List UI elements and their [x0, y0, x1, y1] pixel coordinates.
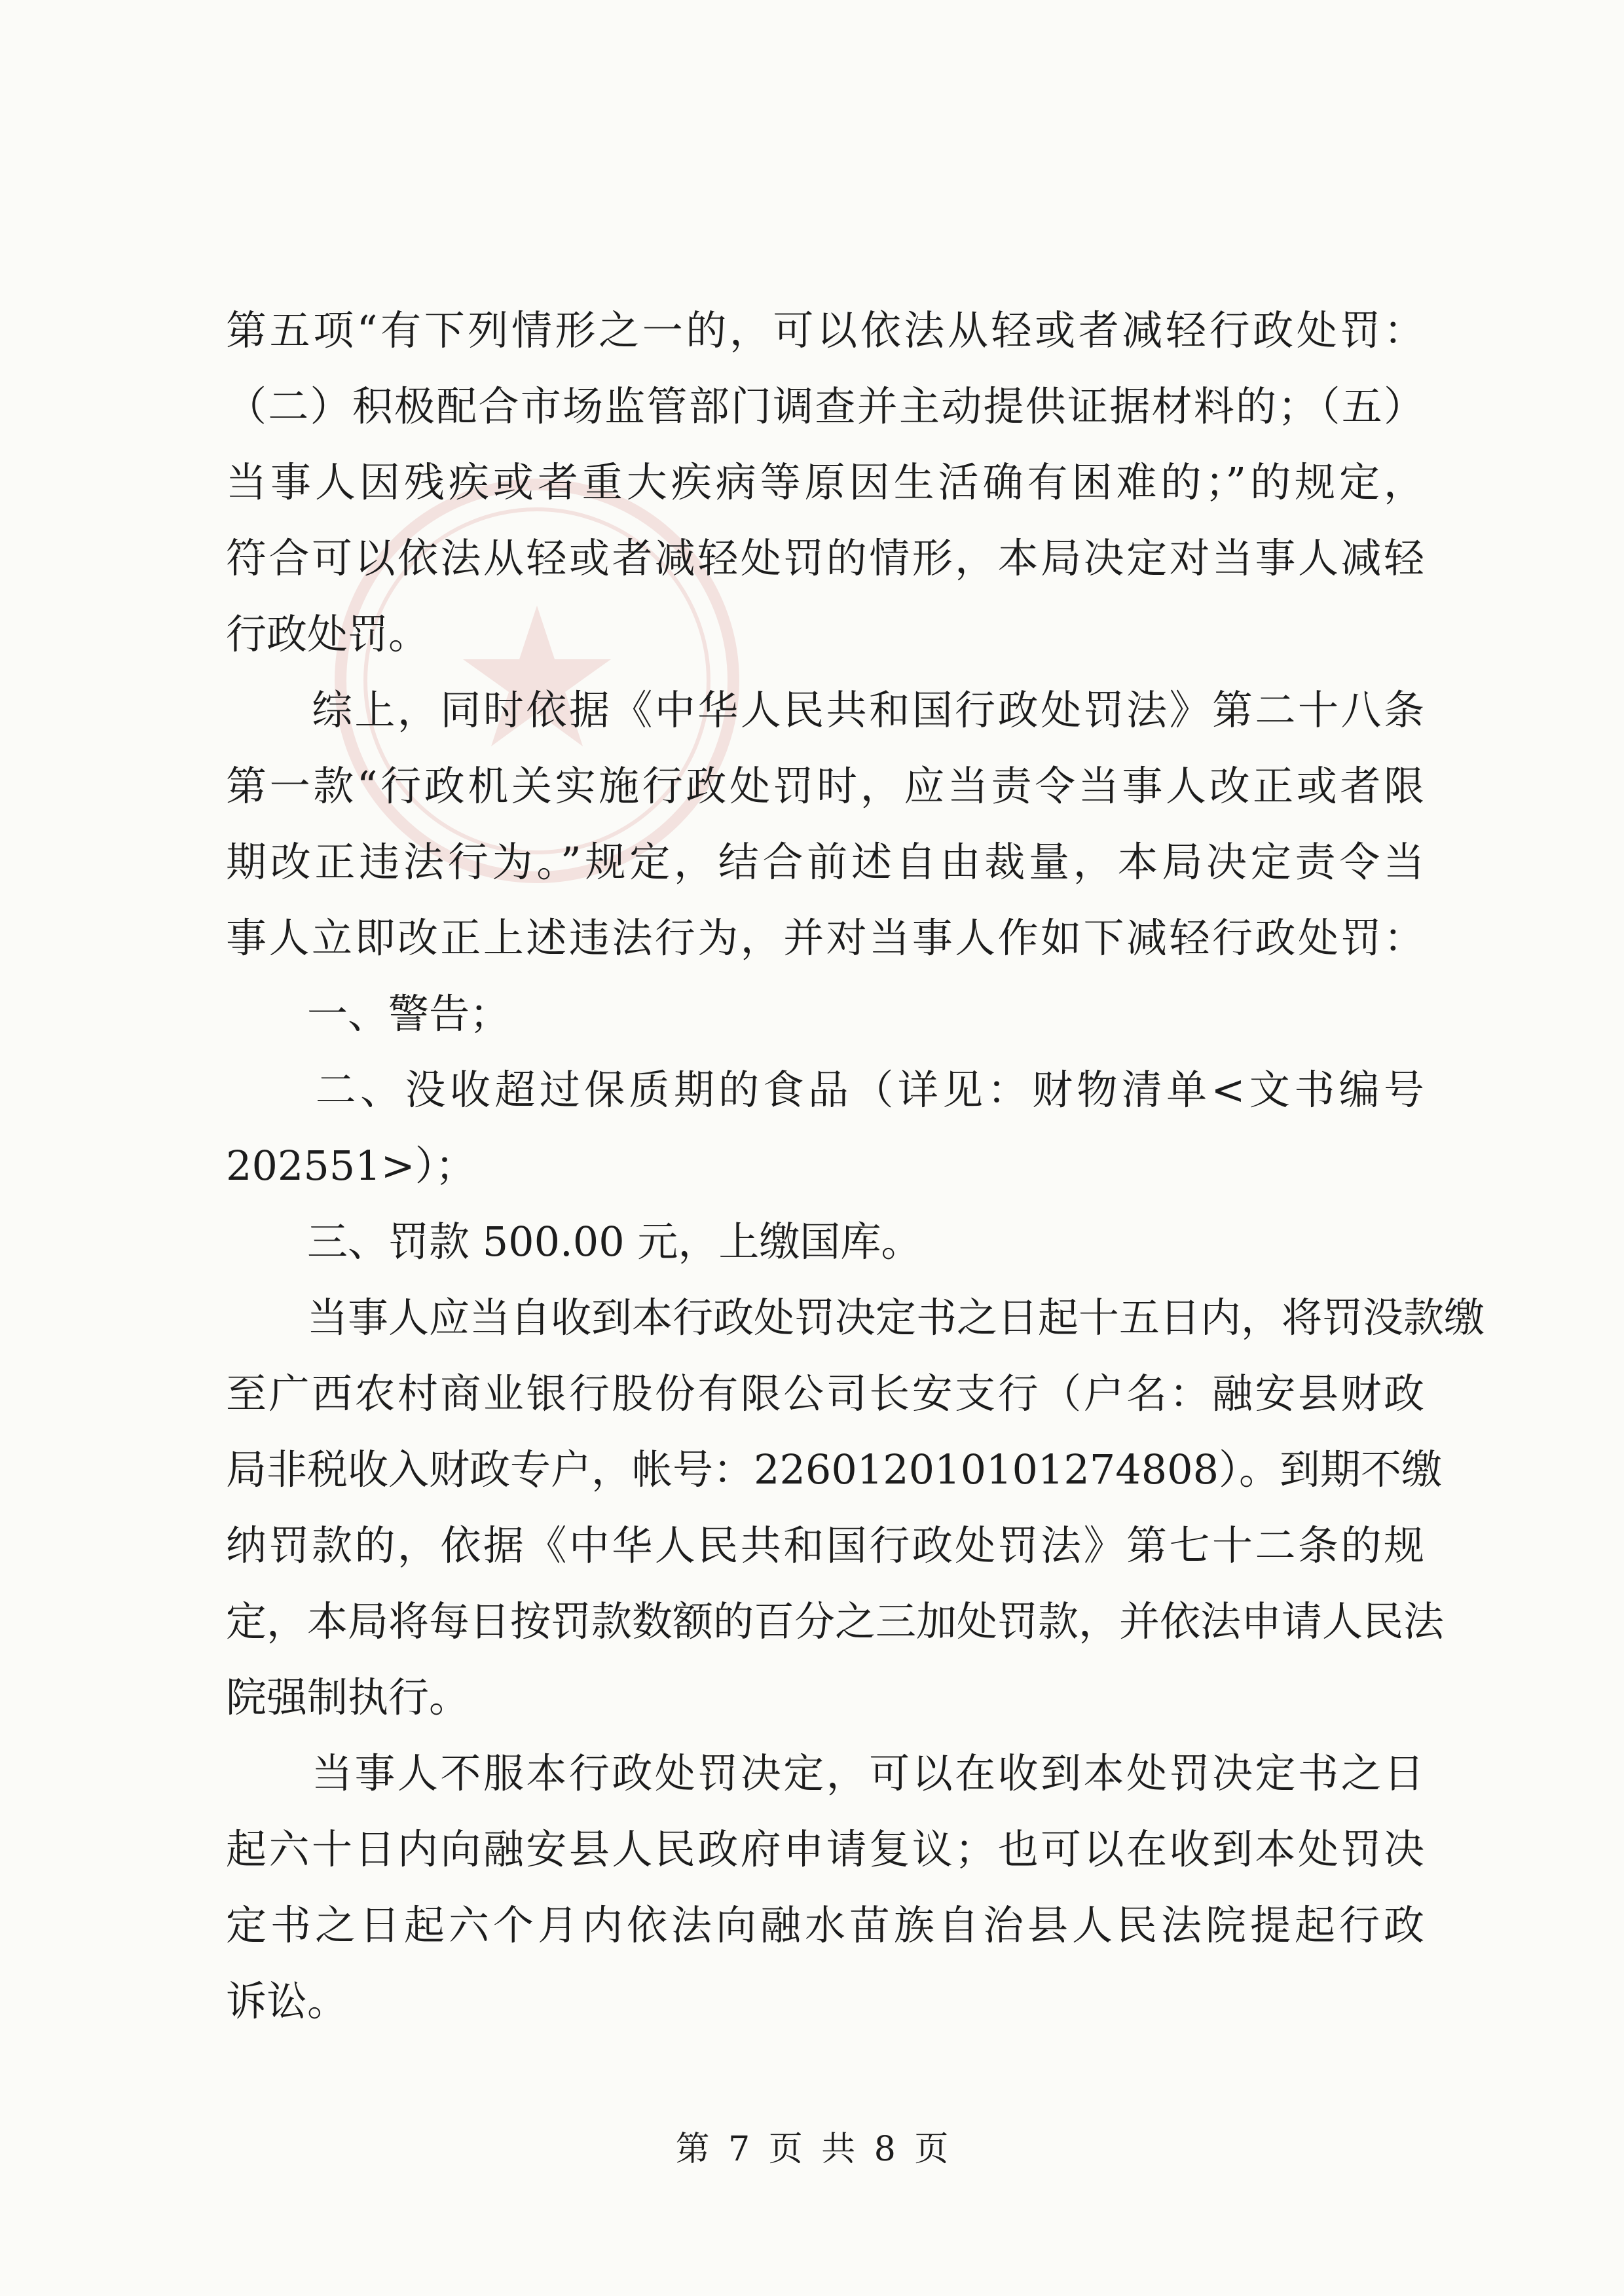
- text-line: 起六十日内向融安县人民政府申请复议；也可以在收到本处罚决: [226, 1825, 1424, 1873]
- text-line: （二）积极配合市场监管部门调查并主动提供证据材料的；（五）: [226, 382, 1424, 430]
- text-line: 定书之日起六个月内依法向融水苗族自治县人民法院提起行政: [226, 1901, 1424, 1949]
- page-number: 第 7 页 共 8 页: [675, 2130, 949, 2169]
- text-line: 事人立即改正上述违法行为，并对当事人作如下减轻行政处罚：: [226, 914, 1424, 962]
- text-line: 院强制执行。: [226, 1673, 470, 1721]
- text-line: 一、警告；: [226, 990, 511, 1038]
- text-line: 至广西农村商业银行股份有限公司长安支行（户名：融安县财政: [226, 1370, 1424, 1417]
- text-line: 纳罚款的，依据《中华人民共和国行政处罚法》第七十二条的规: [226, 1522, 1424, 1569]
- text-line: 局非税收入财政专户，帐号：22601201010127480​8）。到期不缴: [226, 1446, 1443, 1493]
- text-line: 诉讼。: [226, 1977, 348, 2025]
- text-line: 综上，同时依据《中华人民共和国行政处罚法》第二十八条: [226, 686, 1424, 734]
- text-line: 202551>）；: [226, 1142, 476, 1190]
- text-line: 二、没收超过保质期的食品（详见：财物清单<文书编号: [226, 1066, 1424, 1114]
- text-line: 定，本局将每日按罚款数额的百分之三加处罚款，并依法申请人民法: [226, 1597, 1445, 1645]
- text-line: 第五项“有下列情形之一的，可以依法从轻或者减轻行政处罚：: [226, 306, 1424, 354]
- text-line: 行政处罚。: [226, 610, 430, 658]
- text-line: 当事人不服本行政处罚决定，可以在收到本处罚决定书之日: [226, 1749, 1424, 1797]
- text-line: 期改正违法行为。”规定，结合前述自由裁量，本局决定责令当: [226, 838, 1424, 886]
- text-line: 当事人应当自收到本行政处罚决定书之日起十五日内，将罚没款缴: [226, 1294, 1485, 1341]
- text-line: 符合可以依法从轻或者减轻处罚的情形，本局决定对当事人减轻: [226, 534, 1424, 582]
- text-line: 第一款“行政机关实施行政处罚时，应当责令当事人改正或者限: [226, 762, 1424, 810]
- text-line: 三、罚款 500.00 元，上缴国库。: [226, 1218, 922, 1266]
- text-line: 当事人因残疾或者重大疾病等原因生活确有困难的；”的规定，: [226, 458, 1424, 506]
